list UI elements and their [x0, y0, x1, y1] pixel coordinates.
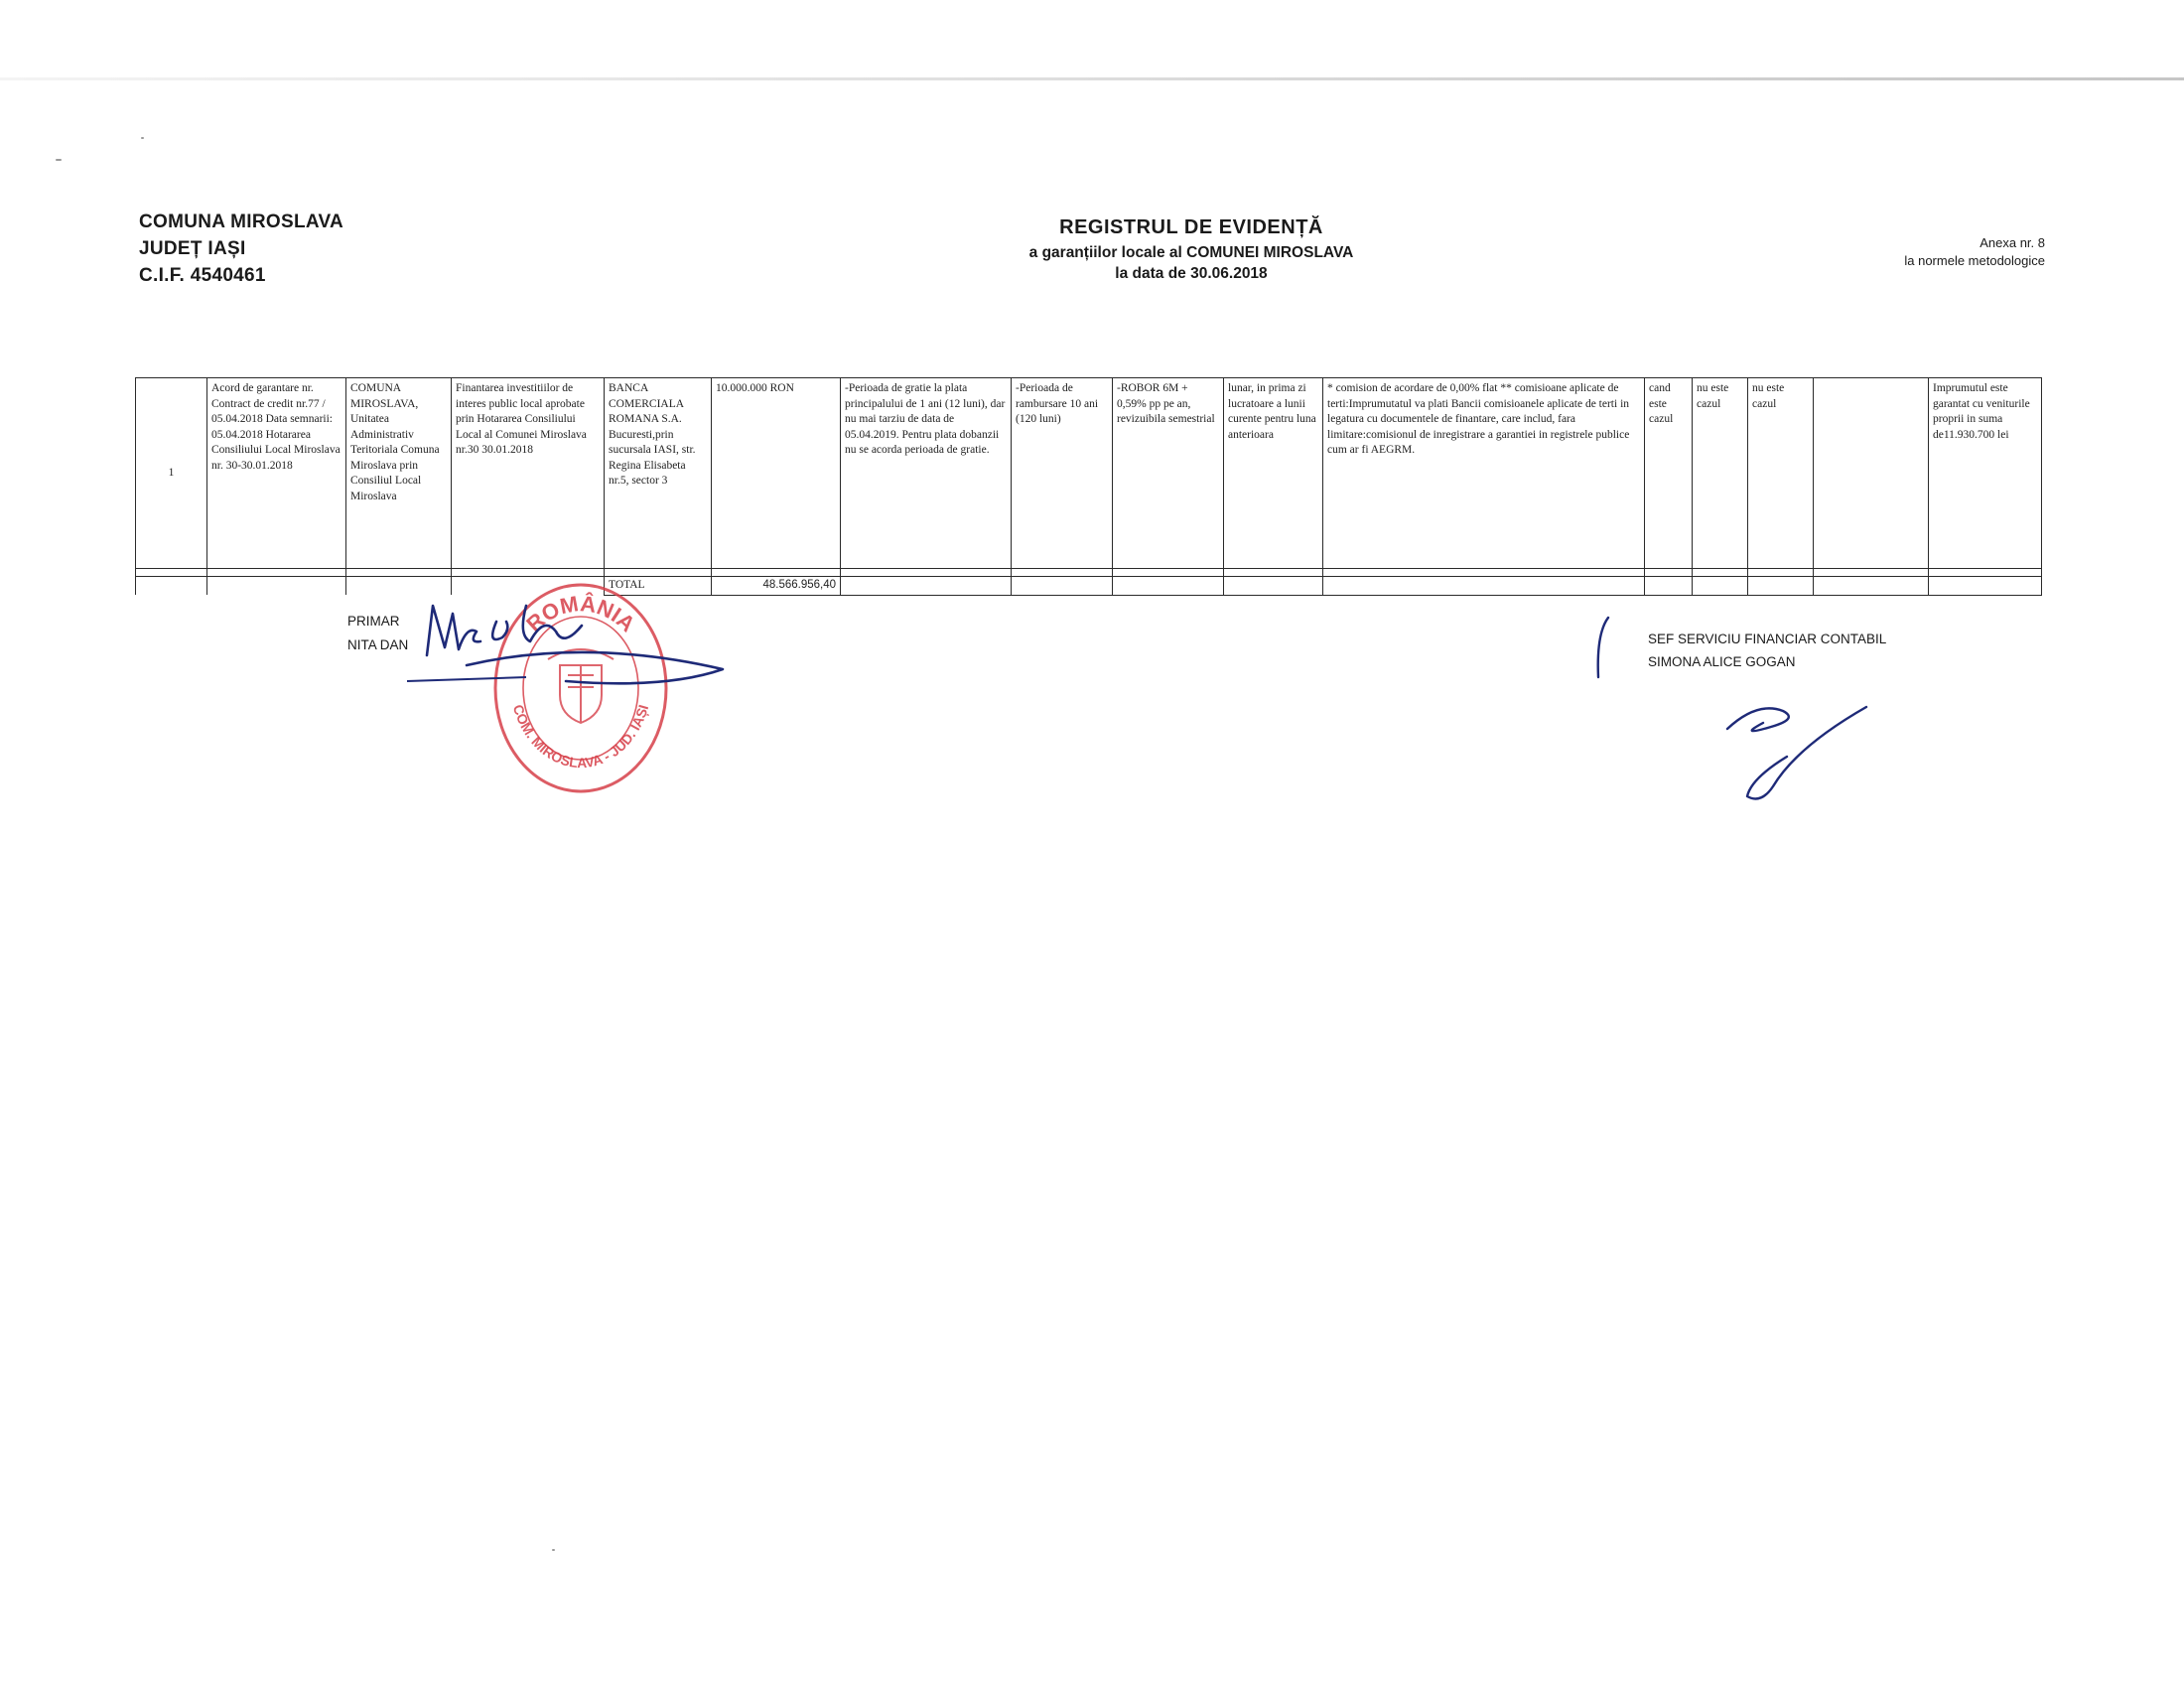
cell-not-applicable: nu este cazul: [1748, 378, 1814, 569]
cell-payment-schedule: lunar, in prima zi lucratoare a lunii curente pentru luna anterioara: [1224, 378, 1323, 569]
annex-note: la normele metodologice: [1904, 253, 2045, 268]
cell-bank: BANCA COMERCIALA ROMANA S.A. Bucuresti,prin sucursala IASI, str. Regina Elisabeta nr.5, sector 3: [605, 378, 712, 569]
mayor-name: NITA DAN: [347, 637, 409, 652]
document-title-block: [834, 216, 1549, 283]
cell-empty: [1814, 378, 1929, 569]
document-subtitle: a garanțiilor locale al COMUNEI MIROSLAVA: [1028, 244, 1354, 261]
cell-agreement: Acord de garantare nr. Contract de credit nr.77 / 05.04.2018 Data semnarii: 05.04.2018 Hotararea Consiliului Local Miroslava nr. 30-30.01.2018: [207, 378, 346, 569]
scan-speck: [56, 159, 62, 161]
cell-remark: Imprumutul este garantat cu veniturile proprii in suma de11.930.700 lei: [1929, 378, 2042, 569]
annex-number: Anexa nr. 8: [1979, 235, 2045, 250]
chief-accountant-role: SEF SERVICIU FINANCIAR CONTABIL: [1648, 632, 1887, 646]
cell-guarantor: COMUNA MIROSLAVA, Unitatea Administrativ Teritoriala Comuna Miroslava prin Consiliul Local Miroslava: [346, 378, 452, 569]
document-date: la data de 30.06.2018: [1115, 265, 1268, 282]
chief-accountant-name: SIMONA ALICE GOGAN: [1648, 654, 1796, 669]
table-row: [136, 378, 2042, 569]
annex-reference: [1904, 234, 2045, 270]
cell-repayment-period: -Perioada de rambursare 10 ani (120 luni): [1012, 378, 1113, 569]
mayor-handwritten-signature: [407, 586, 735, 695]
total-value: 48.566.956,40: [712, 577, 841, 596]
scan-edge-line: [0, 77, 2184, 80]
cell-commissions: * comision de acordare de 0,00% flat ** comisioane aplicate de terti:Imprumutatul va plati Bancii comisioanele aplicate de terti in legatura cu documentele de finantare, care includ, fara limitare:comisionul de inregistrare a garantiei in registrele publice cum ar fi AEGRM.: [1323, 378, 1645, 569]
issuer-county: JUDEȚ IAȘI: [139, 238, 246, 259]
scan-speck: [552, 1549, 555, 1551]
issuer-cif: C.I.F. 4540461: [139, 265, 266, 286]
document-title: REGISTRUL DE EVIDENȚĂ: [1059, 216, 1323, 238]
cell-grace-period: -Perioada de gratie la plata principalului de 1 ani (12 luni), dar nu mai tarziu de data de 05.04.2019. Pentru plata dobanzii nu se acorda perioada de gratie.: [841, 378, 1012, 569]
cell-when-applicable: cand este cazul: [1645, 378, 1693, 569]
cell-purpose: Finantarea investitiilor de interes public local aprobate prin Hotararea Consiliului Local al Comunei Miroslava nr.30 30.01.2018: [452, 378, 605, 569]
scan-speck: [141, 137, 144, 139]
issuer-block: [139, 209, 343, 289]
accountant-initial-mark: [1586, 614, 1616, 683]
cell-interest: -ROBOR 6M + 0,59% pp pe an, revizuibila semestrial: [1113, 378, 1224, 569]
total-label: TOTAL: [605, 577, 712, 596]
issuer-name: COMUNA MIROSLAVA: [139, 211, 344, 232]
chief-accountant-signature-block: [1648, 628, 1886, 673]
guarantee-register-table: [135, 377, 2042, 596]
cell-amount: 10.000.000 RON: [712, 378, 841, 569]
stamp-top-text: ROMÂNIA: [521, 591, 640, 637]
mayor-role: PRIMAR: [347, 614, 400, 629]
accountant-handwritten-signature: [1717, 687, 1876, 806]
cell-not-applicable: nu este cazul: [1693, 378, 1748, 569]
mayor-signature-block: [347, 610, 408, 657]
cell-nr: 1: [136, 378, 207, 569]
table-row: [136, 569, 2042, 577]
stamp-bottom-text: COM. MIROSLAVA - JUD. IAȘI: [509, 702, 652, 772]
